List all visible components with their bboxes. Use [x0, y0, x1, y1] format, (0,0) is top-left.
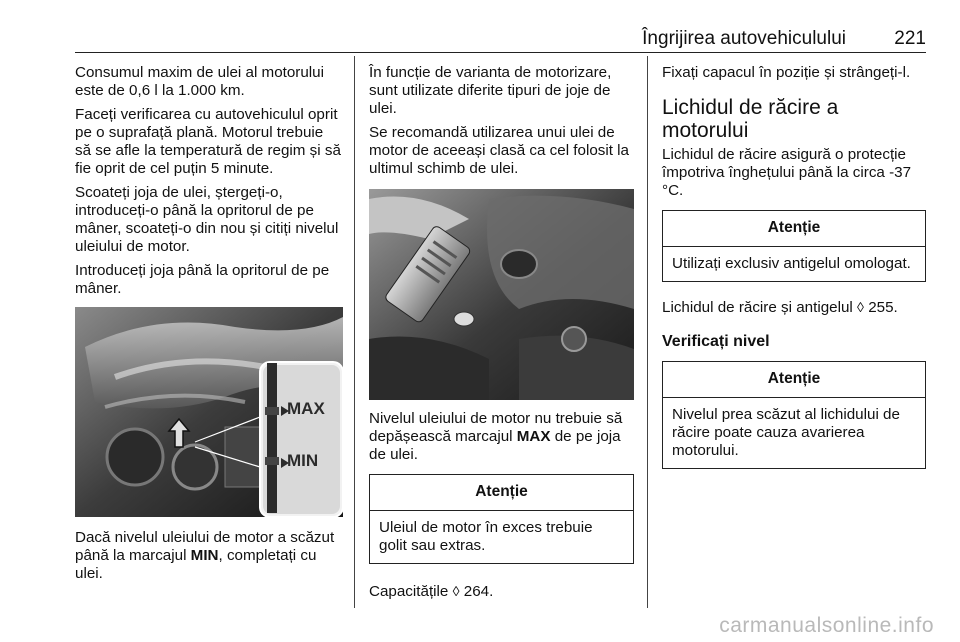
capacity-page-link[interactable]: 264.	[463, 583, 494, 600]
max-label: MAX	[287, 399, 325, 418]
paragraph-coolant-protection: Lichidul de răcire asigură o protecție împotriva înghețului până la circa -37 °C.	[662, 146, 912, 199]
warning-body: Uleiul de motor în exces trebuie golit sau extras.	[379, 519, 593, 554]
warning-body: Nivelul prea scăzut al lichidului de răcire poate cauza avarierea motorului.	[672, 406, 900, 459]
paragraph-refill	[75, 529, 343, 583]
paragraph-max-level	[369, 410, 634, 464]
min-mark-label: MIN	[190, 547, 219, 564]
warning-box-antifreeze	[662, 210, 926, 282]
paragraph-oil-recommendation: Se recomandă utilizarea unui ulei de motor de aceeași clasă ca cel folosit la ultimul schimb de ulei.	[369, 124, 630, 177]
coolant-ref-label: Lichidul de răcire și antigelul	[662, 299, 853, 316]
warning-title: Atenție	[663, 362, 925, 398]
column-3	[662, 64, 926, 481]
paragraph-insert-dipstick: Introduceți joja până la opritorul de pe mâner.	[75, 262, 330, 297]
paragraph-dipstick-procedure: Scoateți joja de ulei, ștergeți-o, introduceți-o până la opritorul de pe mâner, scoateți-o din nou și citiți nivelul uleiului de motor.	[75, 184, 339, 255]
capacity-label: Capacitățile	[369, 583, 449, 600]
paragraph-check-conditions: Faceți verificarea cu autovehiculul oprit pe o suprafață plană. Motorul trebuie să se afle la temperatură de regim și să fie oprit de cel puțin 5 minute.	[75, 106, 341, 177]
subheading-check-level: Verificați nivel	[662, 333, 770, 350]
warning-title: Atenție	[370, 475, 633, 511]
column-2	[369, 64, 634, 607]
page-number: 221	[894, 28, 926, 49]
column-divider-1	[354, 56, 355, 608]
paragraph-oil-consumption: Consumul maxim de ulei al motorului este de 0,6 l la 1.000 km.	[75, 64, 325, 99]
capacity-reference	[369, 582, 634, 601]
dipstick-figure	[75, 307, 343, 517]
section-heading-coolant: Lichidul de răcire a motorului	[662, 96, 839, 142]
paragraph-dipstick-types: În funcție de varianta de motorizare, sunt utilizate diferite tipuri de joje de ulei.	[369, 64, 612, 117]
refill-text-end: , completați cu ulei.	[75, 547, 317, 582]
min-label: MIN	[287, 451, 319, 470]
warning-box-low-coolant	[662, 361, 926, 469]
coolant-page-link[interactable]: 255.	[868, 299, 898, 316]
coolant-reference	[662, 298, 926, 317]
oil-filling-illustration	[369, 189, 634, 400]
refill-text-start: Dacă nivelul uleiului de motor a scăzut până la marcajul	[75, 529, 335, 564]
column-1	[75, 64, 343, 589]
paragraph-tighten-cap: Fixați capacul în poziție și strângeți-l.	[662, 64, 911, 81]
warning-title: Atenție	[663, 211, 925, 247]
cross-reference-icon: ◊	[452, 583, 460, 599]
header-title: Îngrijirea autovehiculului	[642, 28, 846, 49]
column-divider-2	[647, 56, 648, 608]
max-mark-label: MAX	[516, 428, 551, 445]
warning-box-excess-oil	[369, 474, 634, 564]
oil-filling-figure	[369, 189, 634, 400]
max-level-text-end: de pe joja de ulei.	[369, 428, 621, 463]
cross-reference-icon: ◊	[857, 299, 864, 315]
watermark: carmanualsonline.info	[719, 614, 934, 637]
page-header	[75, 26, 926, 53]
max-level-text-start: Nivelul uleiului de motor nu trebuie să depășească marcajul	[369, 410, 623, 445]
warning-body: Utilizați exclusiv antigelul omologat.	[672, 255, 911, 272]
